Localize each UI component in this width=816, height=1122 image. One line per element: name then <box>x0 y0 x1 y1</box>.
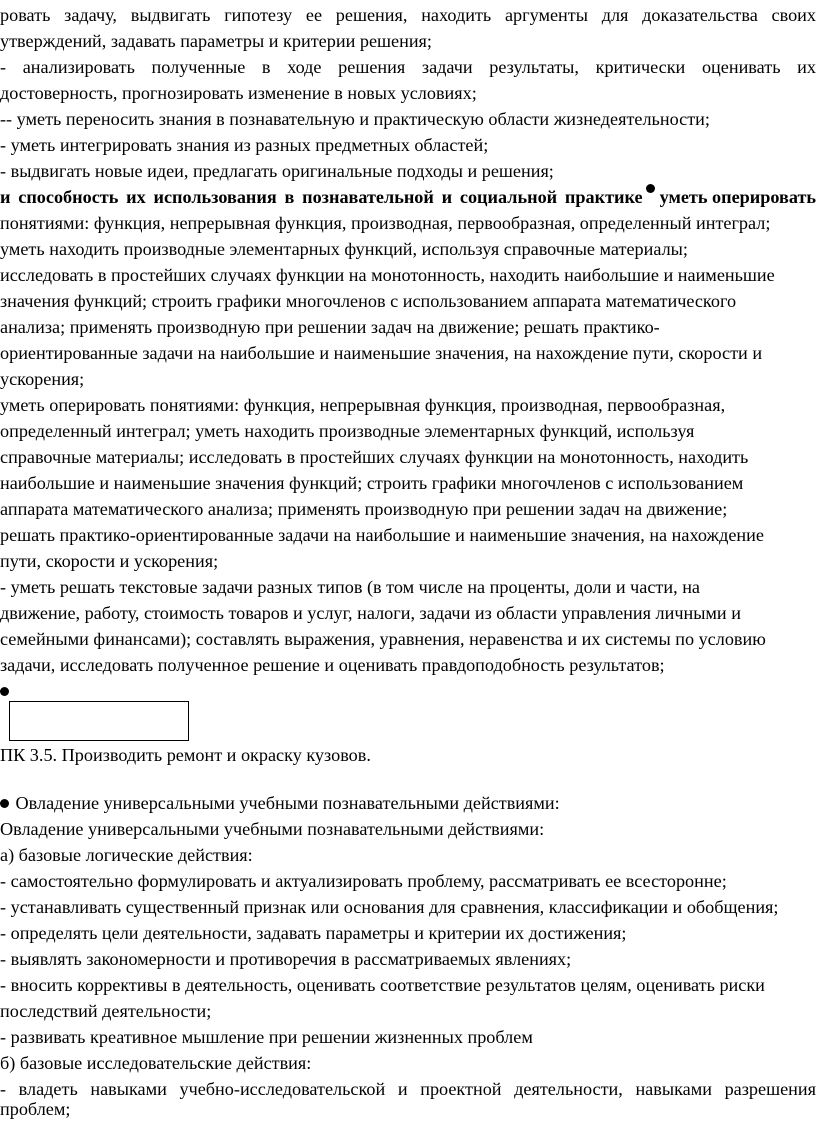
text-line: проблем; <box>0 1099 71 1119</box>
text-line: задачи, исследовать полученное решение и оценивать правдоподобность результатов; <box>0 655 665 675</box>
text-line: утверждений, задавать параметры и критерии решения; <box>0 31 432 51</box>
text-line: уметь оперировать понятиями: функция, непрерывная функция, производная, первообразная, <box>0 395 726 415</box>
text-line: - владеть навыками учебно-исследовательской и проектной деятельности, навыками разрешения <box>0 1079 816 1099</box>
text-line: - самостоятельно формулировать и актуализировать проблему, рассматривать ее всесторонне; <box>0 871 727 891</box>
text-line: ориентированные задачи на наибольшие и наименьшие значения, на нахождение пути, скорости и <box>0 343 763 363</box>
text-line: аппарата математического анализа; применять производную при решении задач на движение; <box>0 499 728 519</box>
text-line: - выявлять закономерности и противоречия в рассматриваемых явлениях; <box>0 949 572 969</box>
text-line: анализа; применять производную при решении задач на движение; решать практико- <box>0 317 660 337</box>
bullet-icon <box>0 799 9 808</box>
text-line: Овладение универсальными учебными познавательными действиями: <box>0 819 545 839</box>
text-line: последствий деятельности; <box>0 1001 212 1021</box>
section-heading: ПК 3.5. Производить ремонт и окраску кузовов. <box>0 745 371 765</box>
text-line: пути, скорости и ускорения; <box>0 551 219 571</box>
text-line: б) базовые исследовательские действия: <box>0 1053 312 1073</box>
text-line: достоверность, прогнозировать изменение в новых условиях; <box>0 83 477 103</box>
text-line: справочные материалы; исследовать в простейших случаях функции на монотонность, находить <box>0 447 749 467</box>
text-line: - уметь интегрировать знания из разных предметных областей; <box>0 135 489 155</box>
text-line: определенный интеграл; уметь находить производные элементарных функций, используя <box>0 421 695 441</box>
text-line: уметь находить производные элементарных функций, используя справочные материалы; <box>0 239 688 259</box>
text-line: - уметь решать текстовые задачи разных типов (в том числе на проценты, доли и части, на <box>0 577 701 597</box>
text-line-bold <box>0 184 816 210</box>
text-line: - определять цели деятельности, задавать параметры и критерии их достижения; <box>0 923 627 943</box>
bullet-icon <box>0 687 9 696</box>
text-line: решать практико-ориентированные задачи на наибольшие и наименьшие значения, на нахождение <box>0 525 764 545</box>
text-line: - анализировать полученные в ходе решения задачи результаты, критически оценивать их <box>0 57 816 77</box>
text-line: Овладение универсальными учебными познавательными действиями: <box>15 793 560 813</box>
text-line: наибольшие и наименьшие значения функций; строить графики многочленов с использованием <box>0 473 744 493</box>
bold-phrase: уметь оперировать <box>659 187 816 207</box>
text-line: -- уметь переносить знания в познавательную и практическую области жизнедеятельности; <box>0 109 710 129</box>
text-line: ускорения; <box>0 369 85 389</box>
text-line: ровать задачу, выдвигать гипотезу ее решения, находить аргументы для доказательства своих <box>0 5 816 25</box>
bullet-icon <box>646 184 655 193</box>
bullet-line <box>0 790 816 816</box>
text-line: - устанавливать существенный признак или основания для сравнения, классификации и обобщения; <box>0 897 779 917</box>
text-line: - выдвигать новые идеи, предлагать оригинальные подходы и решения; <box>0 161 554 181</box>
text-line: понятиями: функция, непрерывная функция, производная, первообразная, определенный интеграл; <box>0 213 771 233</box>
text-line: - развивать креативное мышление при решении жизненных проблем <box>0 1027 533 1047</box>
text-line: - вносить коррективы в деятельность, оценивать соответствие результатов целям, оценивать риски <box>0 975 765 995</box>
text-line: исследовать в простейших случаях функции на монотонность, находить наибольшие и наименьшие <box>0 265 775 285</box>
text-line: а) базовые логические действия: <box>0 845 253 865</box>
empty-box <box>9 701 189 741</box>
text-line: семейными финансами); составлять выражения, уравнения, неравенства и их системы по условию <box>0 629 766 649</box>
text-line: движение, работу, стоимость товаров и услуг, налоги, задачи из области управления личными и <box>0 603 741 623</box>
bold-phrase: и способность их использования в познавательной и социальной практике <box>0 187 643 207</box>
text-line: значения функций; строить графики многочленов с использованием аппарата математического <box>0 291 737 311</box>
